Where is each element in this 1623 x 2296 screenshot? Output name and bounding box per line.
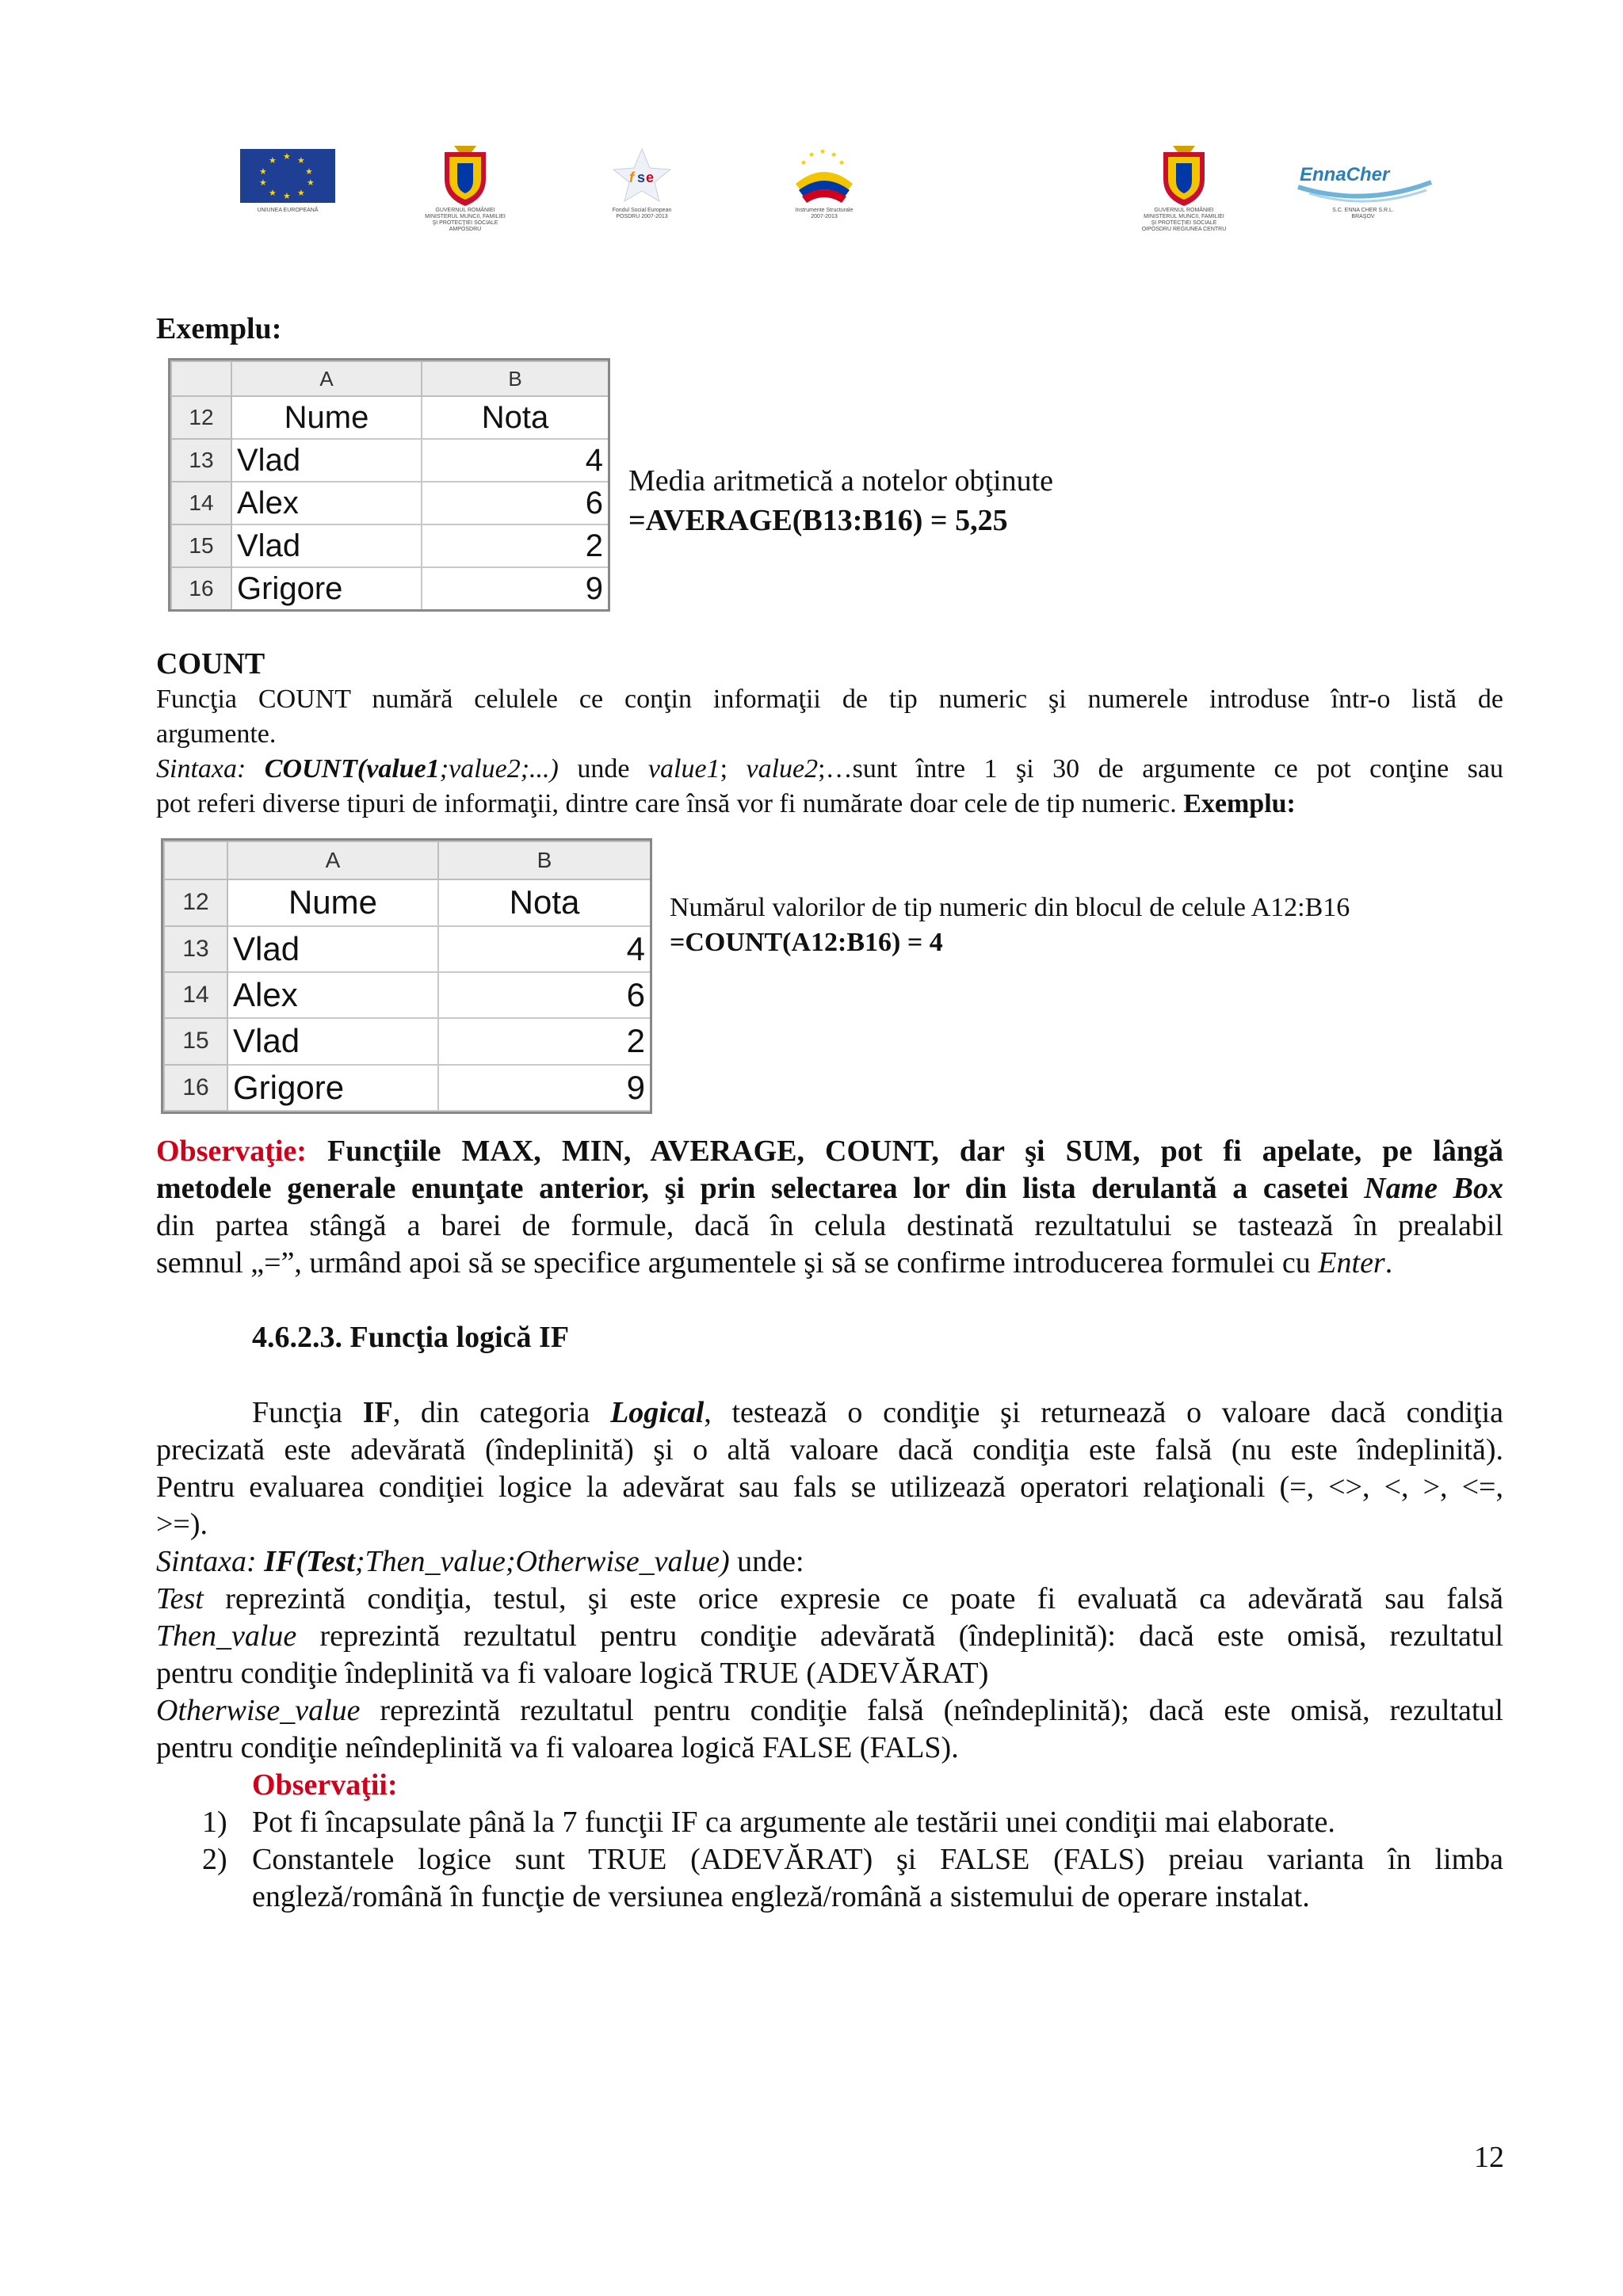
cell: Nume [227, 879, 438, 925]
cell: 9 [438, 1065, 651, 1111]
text: semnul „=”, urmând apoi să se specifice argumentele şi să se confirme introducerea formulei cu [156, 1246, 1319, 1280]
observatie-line [156, 1170, 1503, 1207]
cell: 6 [438, 972, 651, 1018]
text: Funcţia [252, 1396, 363, 1429]
if-paragraph: >=). [156, 1508, 208, 1541]
syntax-label: Sintaxa: [156, 754, 246, 784]
caption-text: Numărul valorilor de tip numeric din blocul de celule A12:B16 [670, 893, 1350, 922]
syntax-label: Sintaxa: [156, 1545, 257, 1578]
count-line [156, 787, 1503, 822]
example-heading: Exemplu: [156, 312, 282, 345]
text: Enter [1318, 1246, 1385, 1280]
logo-caption: Instrumente Structurale 2007-2013 [795, 208, 854, 219]
table-row [164, 1018, 651, 1064]
row-number: 16 [164, 1065, 227, 1111]
if-definition [156, 1581, 1503, 1618]
if-syntax [156, 1543, 1503, 1581]
syntax-function: COUNT(value1 [264, 754, 440, 784]
cell: 6 [422, 482, 609, 524]
text: , testează o condiţie şi returnează o valoare dacă condiţia [704, 1396, 1504, 1429]
row-number: 13 [164, 926, 227, 972]
text: Funcţiile MAX, MIN, AVERAGE, COUNT, dar şi SUM, pot fi apelate, pe lângă [306, 1135, 1503, 1168]
observatie-line: din partea stângă a barei de formule, dacă în celula destinată rezultatului se tastează în prealabil [156, 1209, 1503, 1242]
cell: Vlad [227, 1018, 438, 1064]
logo-caption: UNIUNEA EUROPEANĂ [257, 208, 319, 213]
count-line: argumente. [156, 719, 277, 749]
text: , din categoria [392, 1396, 611, 1429]
observatii-label: Observaţii: [252, 1768, 398, 1802]
cell: Alex [227, 972, 438, 1018]
instrumente-structurale-logo [785, 144, 864, 206]
formula-text: =AVERAGE(B13:B16) = 5,25 [628, 504, 1008, 537]
row-number: 14 [164, 972, 227, 1018]
note-label: Observaţie: [156, 1135, 307, 1168]
corner-cell [171, 361, 231, 396]
cell: Vlad [227, 926, 438, 972]
svg-text:★: ★ [808, 151, 815, 158]
logo-caption: Fondul Social European POSDRU 2007-2013 [612, 208, 672, 219]
text: pot referi diverse tipuri de informaţii, dintre care însă vor fi numărate doar cele de tip numeric. [156, 789, 1177, 818]
table-row [164, 972, 651, 1018]
table-row [164, 926, 651, 972]
syntax-function: IF(Test [264, 1545, 355, 1578]
section-heading: 4.6.2.3. Funcţia logică IF [252, 1321, 570, 1354]
cell: 9 [422, 567, 609, 610]
row-number: 12 [171, 396, 231, 439]
term: Then_value [156, 1619, 297, 1653]
cell: 4 [422, 439, 609, 482]
list-item: engleză/română în funcţie de versiunea engleză/română a sistemului de operare instalat. [252, 1880, 1310, 1913]
table-row [164, 1065, 651, 1111]
count-heading: COUNT [156, 647, 265, 681]
term: Otherwise_value [156, 1694, 361, 1727]
text: ;…sunt între 1 şi 30 de argumente ce pot conţine sau [818, 754, 1504, 784]
text: reprezintă condiţia, testul, şi este orice expresie ce poate fi evaluată ca adevărată sau falsă [203, 1582, 1503, 1615]
row-number: 13 [171, 439, 231, 482]
cell: Nota [422, 396, 609, 439]
fse-logo [610, 147, 674, 203]
list-item: Constantele logice sunt TRUE (ADEVĂRAT) şi FALSE (FALS) preiau varianta în limba [252, 1843, 1503, 1876]
if-definition [156, 1618, 1503, 1655]
text: IF [362, 1396, 393, 1429]
text: unde: [729, 1545, 804, 1578]
svg-text:★: ★ [819, 147, 827, 155]
row-number: 12 [164, 879, 227, 925]
text: value2 [746, 754, 819, 784]
svg-text:★: ★ [800, 158, 808, 166]
column-header: A [231, 361, 422, 396]
table-row [171, 567, 609, 610]
cell: Grigore [227, 1065, 438, 1111]
row-number: 15 [164, 1018, 227, 1064]
text: Logical [610, 1396, 705, 1429]
if-definition: pentru condiţie neîndeplinită va fi valoarea logică FALSE (FALS). [156, 1731, 959, 1764]
corner-cell [164, 841, 227, 879]
coat-of-arms-logo-2 [1157, 144, 1211, 208]
row-number: 16 [171, 567, 231, 610]
column-header: B [422, 361, 609, 396]
row-number: 15 [171, 524, 231, 567]
table-row [171, 482, 609, 524]
list-number: 1) [202, 1806, 227, 1839]
table-row [171, 439, 609, 482]
if-definition [156, 1692, 1503, 1730]
observatie-line [156, 1133, 1503, 1170]
table-row [171, 524, 609, 567]
column-header: B [438, 841, 651, 879]
svg-text:e: e [646, 170, 655, 185]
term: Test [156, 1582, 204, 1615]
svg-text:s: s [637, 170, 646, 185]
text: unde [558, 754, 648, 784]
syntax-args: ;Then_value;Otherwise_value) [354, 1545, 730, 1578]
if-paragraph: precizată este adevărată (îndeplinită) şi o altă valoare dacă condiţia este falsă (nu este îndeplinită). [156, 1433, 1503, 1466]
if-definition: pentru condiţie îndeplinită va fi valoare logică TRUE (ADEVĂRAT) [156, 1657, 989, 1690]
cell: Vlad [231, 524, 422, 567]
coat-of-arms-logo [438, 144, 492, 208]
if-paragraph: Pentru evaluarea condiţiei logice la adevărat sau fals se utilizează operatori relaţionali (=, <>, <, >, <=, [156, 1470, 1503, 1504]
row-number: 14 [171, 482, 231, 524]
count-syntax [156, 752, 1503, 787]
svg-text:★: ★ [831, 151, 838, 158]
text: reprezintă rezultatul pentru condiţie falsă (neîndeplinită); dacă este omisă, rezultatul [360, 1694, 1503, 1727]
text: Name Box [1364, 1172, 1503, 1205]
text: metodele generale enunţate anterior, şi prin selectarea lor din lista derulantă a casetei [156, 1172, 1365, 1205]
cell: Nume [231, 396, 422, 439]
cell: 2 [438, 1018, 651, 1064]
text: value1 [647, 754, 720, 784]
spreadsheet-example-average [168, 358, 610, 612]
cell: Alex [231, 482, 422, 524]
example-caption [628, 461, 1342, 540]
eu-flag-logo: ★ ★ ★ ★ ★ ★ ★ ★ ★ ★ [240, 149, 335, 203]
page-number: 12 [1474, 2141, 1504, 2174]
text: . [1384, 1246, 1393, 1280]
table-row [171, 396, 609, 439]
if-paragraph [156, 1394, 1503, 1432]
cell: 4 [438, 926, 651, 972]
cell: Grigore [231, 567, 422, 610]
caption-text: Media aritmetică a notelor obţinute [628, 464, 1054, 498]
observatie-line [156, 1245, 1503, 1282]
example-caption [670, 891, 1541, 960]
logo-caption: S.C. ENNA CHER S.R.L. BRAŞOV [1332, 208, 1394, 219]
logo-caption: GUVERNUL ROMÂNIEI MINISTERUL MUNCII, FAMILIEI ŞI PROTECŢIEI SOCIALE AMPOSDRU [425, 208, 506, 232]
svg-text:f: f [629, 170, 634, 185]
list-item: Pot fi încapsulate până la 7 funcţii IF ca argumente ale testării unei condiţii mai elaborate. [252, 1806, 1335, 1839]
logo-caption: GUVERNUL ROMÂNIEI MINISTERUL MUNCII, FAMILIEI ŞI PROTECŢIEI SOCIALE OIPOSDRU REGIUNEA CENTRU [1141, 208, 1227, 232]
ennacher-logo [1293, 155, 1436, 206]
table-row [164, 879, 651, 925]
syntax-args: ;value2;...) [439, 754, 559, 784]
column-header: A [227, 841, 438, 879]
formula-text: =COUNT(A12:B16) = 4 [670, 928, 943, 957]
cell: Nota [438, 879, 651, 925]
cell: 2 [422, 524, 609, 567]
svg-text:★: ★ [838, 158, 846, 166]
spreadsheet-example-count [161, 838, 652, 1114]
text: ; [720, 754, 747, 784]
list-number: 2) [202, 1843, 227, 1876]
svg-text:EnnaCher: EnnaCher [1300, 164, 1390, 185]
text: Exemplu: [1176, 789, 1296, 818]
cell: Vlad [231, 439, 422, 482]
text: reprezintă rezultatul pentru condiţie adevărată (îndeplinită): dacă este omisă, rezultatul [296, 1619, 1503, 1653]
count-line: Funcţia COUNT numără celulele ce conţin informaţii de tip numeric şi numerele introduse într-o listă de [156, 685, 1503, 714]
